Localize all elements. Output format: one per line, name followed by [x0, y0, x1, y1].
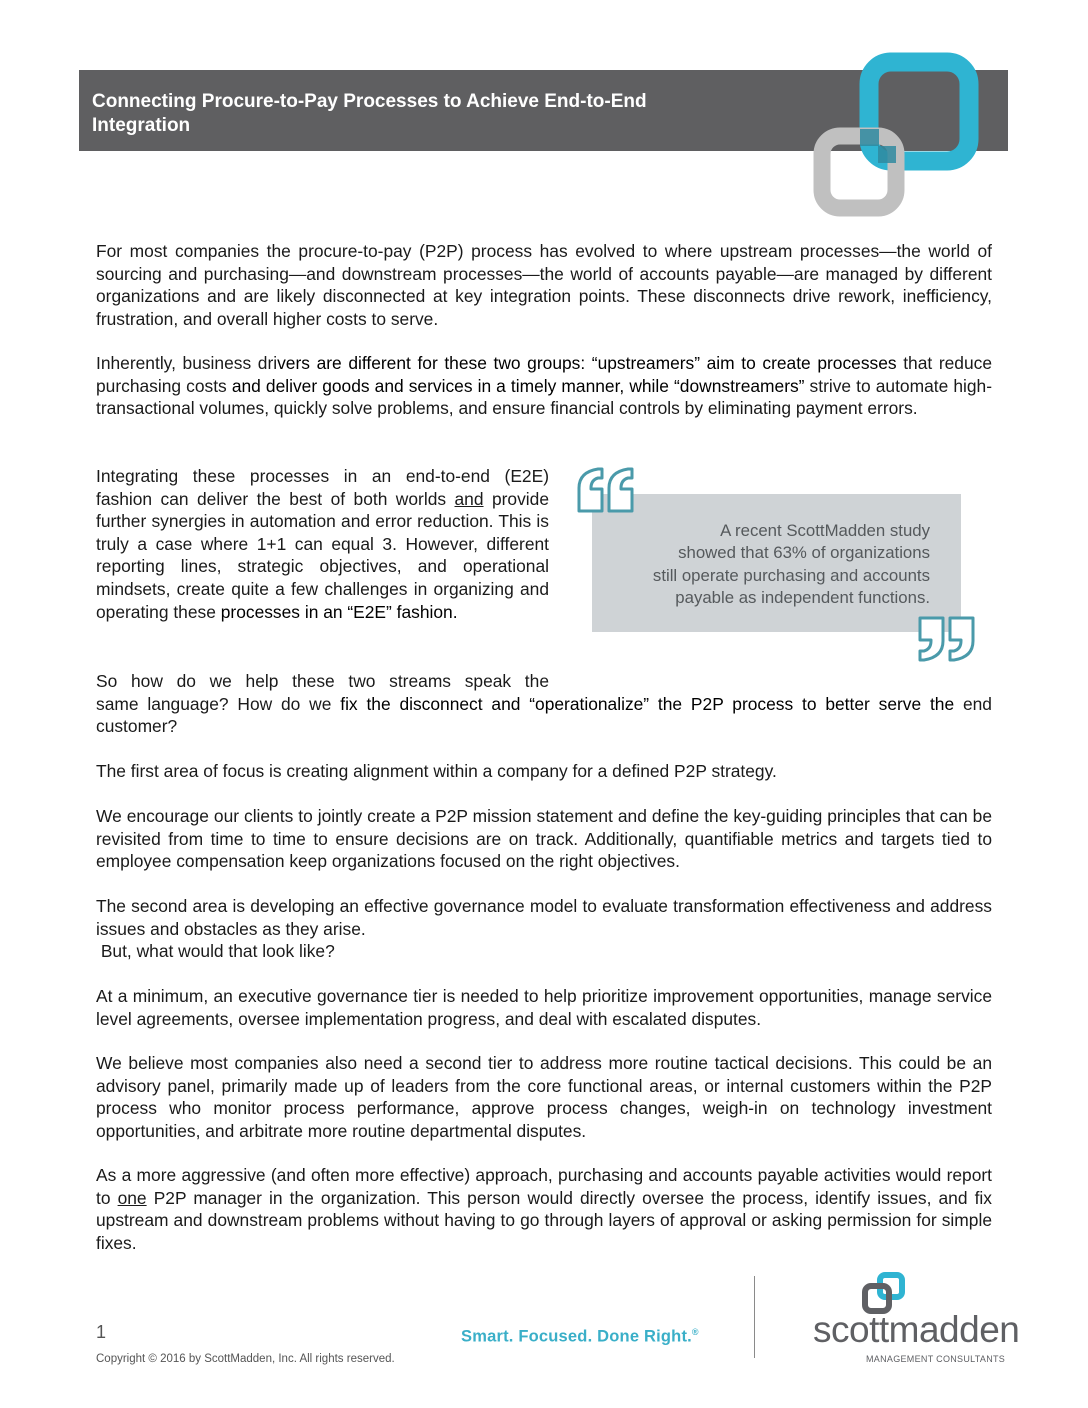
paragraph-mission: We encourage our clients to jointly create a P2P mission statement and define the key-guiding principles that can be revisited from time to time to ensure decisions are on track. Additionally, quantifiable metrics and targets tied to employee compensation keep organizations focused on the right objectives. — [96, 806, 992, 872]
tagline — [461, 1327, 699, 1347]
paragraph-aggressive-approach — [96, 1164, 992, 1254]
tagline-text: Smart. Focused. Done Right. — [461, 1327, 692, 1346]
text-run: P2P manager in the organization. This person would directly oversee the process, identify issues, and fix upstream and downstream problems without having to go through layers of approval or asking permission for simple fixes. — [96, 1187, 992, 1253]
text-run: The second area is developing an effective governance model to evaluate transformation effectiveness and address issues and obstacles as they arise. — [96, 896, 992, 939]
text-run: strive to automate high-transactional volumes, quickly solve problems, and ensure financial controls by eliminating payment errors. — [96, 375, 992, 419]
registered-mark: ® — [691, 1327, 699, 1337]
text-run: fix the disconnect and “operationalize” the P2P process to better serve the — [340, 693, 955, 714]
paragraph-drivers — [96, 352, 992, 420]
text-run: Integrating these processes in an end-to-end (E2E) fashion can deliver the best of both worlds — [96, 466, 549, 509]
paragraph-executive-tier: At a minimum, an executive governance tier is needed to help prioritize improvement opportunities, manage service level agreements, oversee implementation progress, and deal with escalated disputes. — [96, 986, 992, 1029]
text-run: that reduce purchasing costs — [96, 353, 992, 396]
page-number: 1 — [96, 1322, 107, 1342]
paragraph-second-area — [96, 895, 992, 963]
brand-wordmark: scottmadden — [813, 1309, 1020, 1350]
text-run: end customer? — [96, 693, 992, 737]
pull-quote-line: showed that 63% of organizations — [678, 543, 930, 563]
footer-divider — [754, 1276, 755, 1358]
paragraph-question — [96, 670, 992, 738]
pull-quote-text — [600, 520, 930, 610]
interlocked-squares-logo-icon — [810, 50, 982, 220]
brand-subtitle: MANAGEMENT CONSULTANTS — [866, 1354, 1006, 1364]
title-line-1: Connecting Procure-to-Pay Processes to Achieve End-to-End — [92, 91, 647, 112]
paragraph-first-area: The first area of focus is creating alignment within a company for a defined P2P strategy. — [96, 761, 777, 781]
underlined-text: one — [117, 1187, 147, 1208]
paragraph-second-tier: We believe most companies also need a second tier to address more routine tactical decisions. This could be an advisory panel, primarily made up of leaders from the core functional areas, or internal customers within the P2P process who monitor process performance, approve process changes, weigh-in on technology investment opportunities, and arbitrate more routine departmental disputes. — [96, 1053, 992, 1141]
text-run: But, what would that look like? — [96, 941, 335, 962]
open-quote-icon — [576, 466, 638, 514]
text-run: As a more aggressive (and often more effective) approach, purchasing and accounts payable activities would report to — [96, 1165, 992, 1208]
paragraph-integration — [96, 465, 549, 623]
text-run: processes in an “E2E” fashion. — [220, 601, 458, 622]
pull-quote-line: still operate purchasing and accounts — [652, 565, 930, 585]
page-title — [92, 90, 792, 138]
close-quote-icon — [914, 615, 976, 663]
text-run: So how do we help these two streams speak the — [96, 671, 549, 691]
pull-quote-line: payable as independent functions. — [675, 588, 930, 608]
text-run: provide further synergies in automation and error reduction. This is truly a case where 1+1 can equal 3. However, different reporting lines, strategic objectives, and operational mindsets, create quite a few challenges in organizing and operating these — [96, 488, 549, 622]
paragraph-intro: For most companies the procure-to-pay (P2P) process has evolved to where upstream processes—the world of sourcing and purchasing—and downstream processes—the world of accounts payable—are managed by different organizations and are likely disconnected at key integration points. These disconnects drive rework, inefficiency, frustration, and overall higher costs to serve. — [96, 241, 992, 329]
text-run: same language? How do we — [96, 693, 341, 714]
text-run: and deliver goods and services in a timely manner, while “downstreamers” — [231, 375, 805, 396]
underlined-text: and — [454, 488, 484, 509]
text-run: vers are different for these two groups: “upstreamers” aim to create processes — [277, 353, 897, 373]
pull-quote-line: A recent ScottMadden study — [720, 521, 930, 540]
copyright-notice: Copyright © 2016 by ScottMadden, Inc. All rights reserved. — [96, 1353, 395, 1365]
title-line-2: Integration — [92, 115, 191, 136]
text-run: Inherently, business dri — [96, 353, 278, 373]
